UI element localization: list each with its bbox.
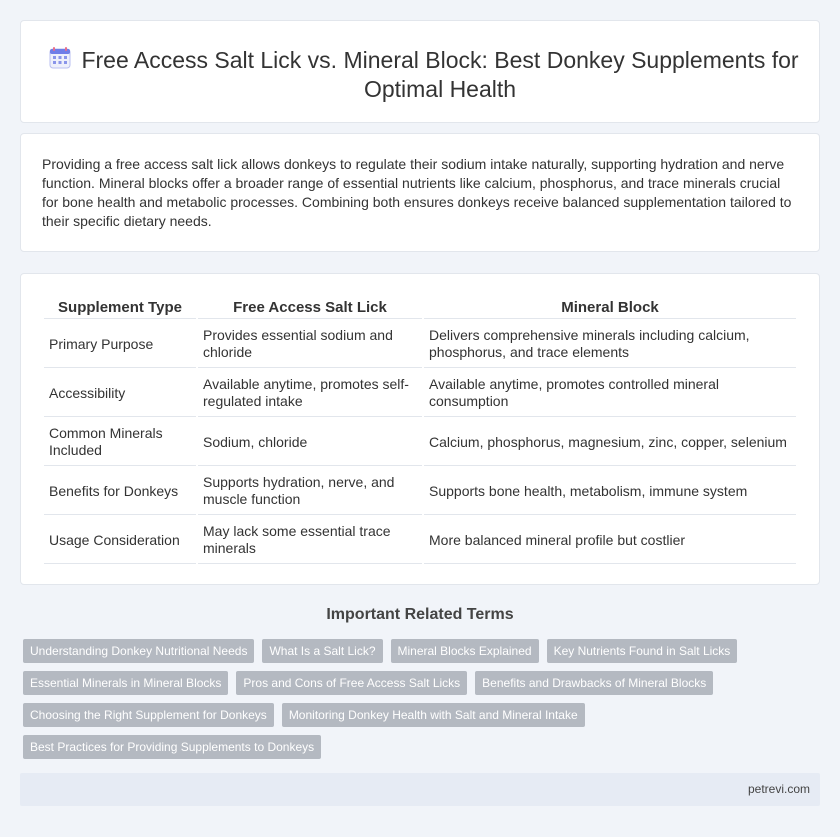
page-title: Free Access Salt Lick vs. Mineral Block: Best Donkey Supplements for Optimal Health	[81, 47, 799, 102]
title-card	[20, 20, 820, 123]
table-cell: Available anytime, promotes controlled mineral consumption	[424, 370, 796, 417]
intro-card	[20, 133, 820, 252]
table-row	[44, 517, 796, 564]
table-cell: Provides essential sodium and chloride	[198, 321, 422, 368]
calendar-grid-icon	[49, 47, 71, 69]
related-term-tag[interactable]: Mineral Blocks Explained	[391, 639, 539, 663]
column-header: Free Access Salt Lick	[198, 297, 422, 319]
table-cell: Benefits for Donkeys	[44, 468, 196, 515]
table-row	[44, 419, 796, 466]
related-term-tag[interactable]: What Is a Salt Lick?	[262, 639, 382, 663]
related-term-tag[interactable]: Essential Minerals in Mineral Blocks	[23, 671, 228, 695]
related-term-tag[interactable]: Key Nutrients Found in Salt Licks	[547, 639, 738, 663]
table-row	[44, 468, 796, 515]
related-terms-list	[23, 639, 813, 759]
related-term-tag[interactable]: Understanding Donkey Nutritional Needs	[23, 639, 254, 663]
related-terms-heading: Important Related Terms	[326, 606, 514, 623]
table-cell: Available anytime, promotes self-regulated intake	[198, 370, 422, 417]
table-cell: Supports hydration, nerve, and muscle function	[198, 468, 422, 515]
table-header-row	[44, 297, 796, 319]
site-name[interactable]: petrevi.com	[747, 782, 810, 796]
table-cell: Supports bone health, metabolism, immune system	[424, 468, 796, 515]
comparison-table-card	[20, 273, 820, 585]
table-cell: Primary Purpose	[44, 321, 196, 368]
related-term-tag[interactable]: Monitoring Donkey Health with Salt and Mineral Intake	[282, 703, 585, 727]
related-term-tag[interactable]: Pros and Cons of Free Access Salt Licks	[236, 671, 467, 695]
related-term-tag[interactable]: Best Practices for Providing Supplements to Donkeys	[23, 735, 321, 759]
table-cell: Usage Consideration	[44, 517, 196, 564]
column-header: Mineral Block	[424, 297, 796, 319]
related-term-tag[interactable]: Choosing the Right Supplement for Donkeys	[23, 703, 274, 727]
intro-paragraph: Providing a free access salt lick allows donkeys to regulate their sodium intake naturally, supporting hydration and nerve function. Mineral blocks offer a broader range of essential nutrients like calcium, phosphorus, and trace minerals crucial for bone health and metabolic processes. Combining both ensures donkeys receive balanced supplementation tailored to their specific dietary needs.	[42, 156, 792, 229]
table-cell: Accessibility	[44, 370, 196, 417]
table-cell: Delivers comprehensive minerals including calcium, phosphorus, and trace elements	[424, 321, 796, 368]
table-cell: Common Minerals Included	[44, 419, 196, 466]
table-row	[44, 370, 796, 417]
comparison-table	[42, 295, 798, 566]
table-cell: Sodium, chloride	[198, 419, 422, 466]
table-cell: More balanced mineral profile but costlier	[424, 517, 796, 564]
table-cell: May lack some essential trace minerals	[198, 517, 422, 564]
footer-bar	[20, 773, 820, 806]
column-header: Supplement Type	[44, 297, 196, 319]
table-row	[44, 321, 796, 368]
related-term-tag[interactable]: Benefits and Drawbacks of Mineral Blocks	[475, 671, 713, 695]
table-cell: Calcium, phosphorus, magnesium, zinc, copper, selenium	[424, 419, 796, 466]
